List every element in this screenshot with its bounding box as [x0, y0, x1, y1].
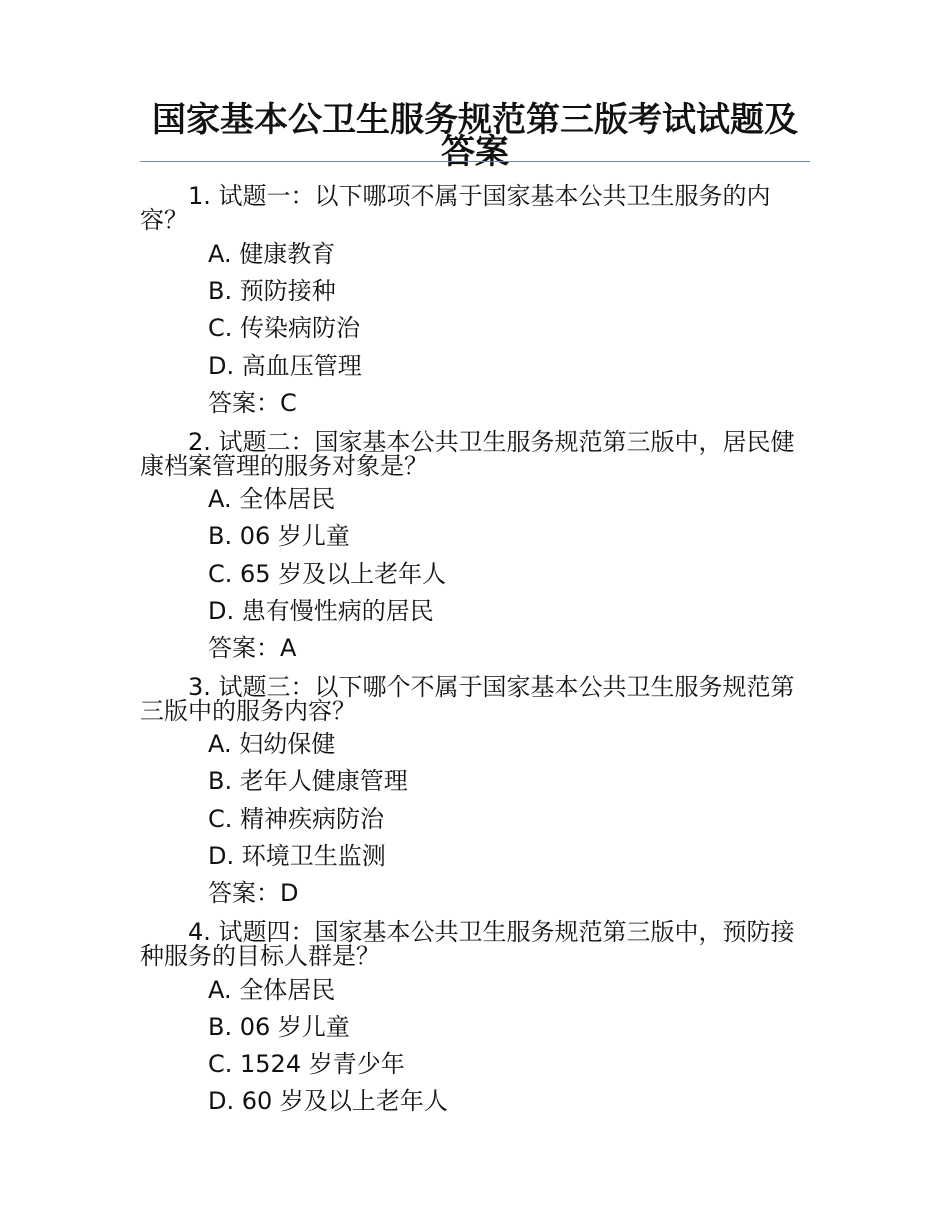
question-4-option-b: B. 06 岁儿童	[208, 1013, 350, 1041]
question-3-option-b: B. 老年人健康管理	[208, 767, 408, 795]
question-3-option-c: C. 精神疾病防治	[208, 805, 385, 833]
question-2-option-d: D. 患有慢性病的居民	[208, 597, 434, 625]
question-3-option-d: D. 环境卫生监测	[208, 842, 386, 870]
question-2-option-b: B. 06 岁儿童	[208, 522, 350, 550]
question-1-option-c: C. 传染病防治	[208, 314, 361, 342]
question-4-option-d: D. 60 岁及以上老年人	[208, 1087, 448, 1115]
question-2-answer: 答案：A	[208, 634, 297, 662]
question-4-option-c: C. 1524 岁青少年	[208, 1050, 405, 1078]
question-3-option-a: A. 妇幼保健	[208, 730, 336, 758]
question-4-option-a: A. 全体居民	[208, 976, 336, 1004]
page-title: 国家基本公卫生服务规范第三版考试试题及答案	[152, 100, 798, 172]
question-4-text: 4. 试题四：国家基本公共卫生服务规范第三版中，预防接种服务的目标人群是？	[140, 918, 795, 970]
question-2-option-a: A. 全体居民	[208, 485, 336, 513]
question-2-option-c: C. 65 岁及以上老年人	[208, 560, 447, 588]
question-3-text: 3. 试题三：以下哪个不属于国家基本公共卫生服务规范第三版中的服务内容？	[140, 673, 795, 725]
question-1-option-b: B. 预防接种	[208, 277, 336, 305]
title-divider	[140, 161, 810, 162]
question-1-option-d: D. 高血压管理	[208, 352, 362, 380]
question-3-answer: 答案：D	[208, 879, 299, 907]
question-2-text: 2. 试题二：国家基本公共卫生服务规范第三版中，居民健康档案管理的服务对象是？	[140, 428, 795, 480]
question-1-option-a: A. 健康教育	[208, 240, 336, 268]
question-1-text: 1. 试题一：以下哪项不属于国家基本公共卫生服务的内容？	[140, 182, 771, 234]
question-1-answer: 答案：C	[208, 389, 297, 417]
